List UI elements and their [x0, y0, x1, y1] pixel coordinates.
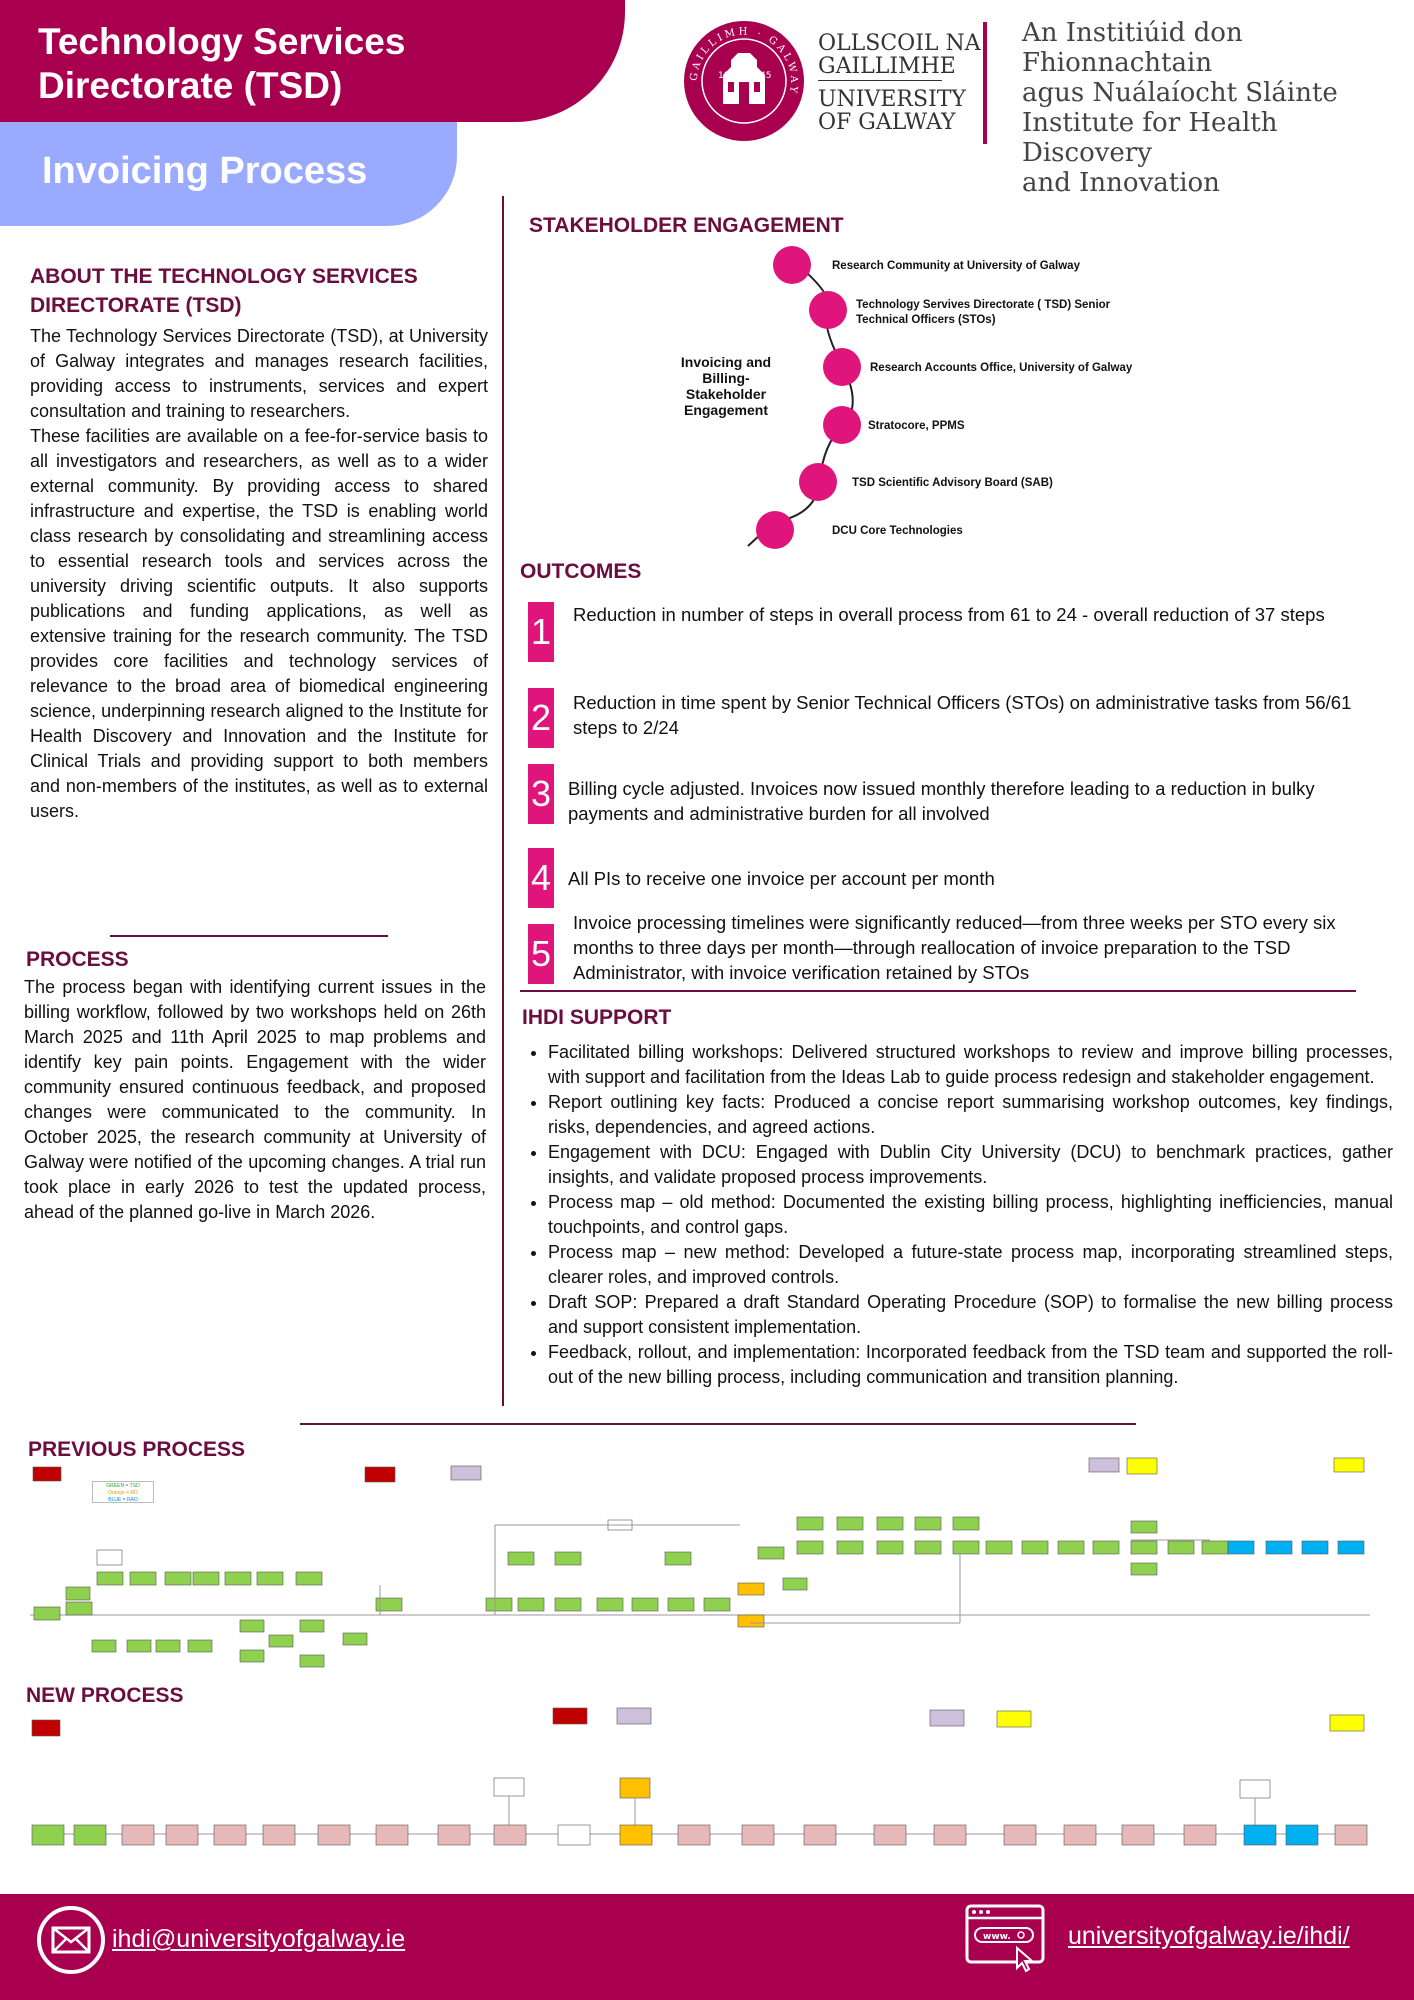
seal-text: GAILLIMH · GALWAY [688, 26, 800, 97]
process-step-tsd [486, 1598, 512, 1611]
previous-process-map [0, 1455, 1414, 1675]
outcomes-list [528, 600, 1382, 983]
logo-vertical-bar [983, 22, 987, 144]
process-step-tsd [915, 1517, 941, 1530]
university-name-english-2: OF GALWAY [818, 110, 956, 135]
process-step-tsd [188, 1640, 212, 1652]
process-step-new [166, 1825, 198, 1845]
process-step-tsd [915, 1541, 941, 1554]
support-list-wrap [522, 1040, 1393, 1390]
process-step-ro [620, 1778, 650, 1798]
process-marker [1089, 1458, 1119, 1472]
outcome-text-5: Invoice processing timelines were significantly reduced—from three weeks per STO every six months to three days per month—through reallocation of invoice preparation to the TSD Administrator, with invoice verification retained by STOs [573, 912, 1336, 983]
process-step-tsd [193, 1572, 219, 1585]
email-icon [36, 1905, 106, 1975]
outcomes-heading: OUTCOMES [520, 560, 642, 583]
process-step-tsd [877, 1541, 903, 1554]
outcome-text-3: Billing cycle adjusted. Invoices now issued monthly therefore leading to a reduction in bulky payments and administrative burden for all involved [568, 778, 1315, 824]
about-heading: ABOUT THE TECHNOLOGY SERVICES DIRECTORATE (TSD) [30, 265, 418, 317]
stakeholder-label-3: Research Accounts Office, University of Galway [870, 362, 1133, 374]
institute-name [1022, 18, 1414, 198]
support-item: • Report outlining key facts: Produced a concise report summarising workshop outcomes, key findings, risks, dependencies, and agreed actions. [548, 1090, 1393, 1140]
process-step [558, 1825, 590, 1845]
stakeholder-label-2-line2: Technical Officers (STOs) [856, 314, 996, 326]
process-step-new [438, 1825, 470, 1845]
outcome-text-4: All PIs to receive one invoice per account per month [568, 868, 995, 889]
process-step-tsd [986, 1541, 1012, 1554]
process-step-tsd [508, 1552, 534, 1565]
process-step-tsd [704, 1598, 730, 1611]
column-divider [502, 196, 504, 1406]
university-name-english-1: UNIVERSITY [818, 87, 966, 112]
support-divider [300, 1423, 1136, 1425]
process-marker [33, 1467, 61, 1481]
process-heading: PROCESS [26, 948, 129, 971]
process-step-new [1335, 1825, 1367, 1845]
support-item: • Draft SOP: Prepared a draft Standard Operating Procedure (SOP) to formalise the new billing process and support consistent implementation. [548, 1290, 1393, 1340]
stakeholder-node-5 [799, 463, 837, 501]
header-title-line1: Technology Services [38, 21, 406, 62]
about-paragraph-1: The Technology Services Directorate (TSD), at University of Galway integrates and manages research facilities, providing access to instruments, services and expert consultation and training to researchers. [30, 326, 488, 421]
process-marker [553, 1708, 587, 1724]
process-step-tsd [1168, 1541, 1194, 1554]
website-icon [965, 1904, 1045, 1974]
process-step-tsd [797, 1541, 823, 1554]
poster-subtitle: Invoicing Process [42, 150, 368, 192]
process-marker [365, 1467, 395, 1482]
about-text [30, 324, 488, 824]
university-name-irish-2: GAILLIMHE [818, 54, 956, 79]
seal-year-right: 45 [760, 71, 772, 81]
support-list [522, 1040, 1393, 1390]
email-link[interactable]: ihdi@universityofgalway.ie [112, 1925, 406, 1953]
process-step-new [742, 1825, 774, 1845]
university-name-irish [818, 32, 981, 78]
support-item: • Process map – old method: Documented the existing billing process, highlighting inefficiencies, manual touchpoints, and control gaps. [548, 1190, 1393, 1240]
process-step-tsd [837, 1517, 863, 1530]
stakeholder-center-label-2: Billing- [702, 370, 750, 386]
stakeholder-node-3 [823, 348, 861, 386]
stakeholder-center-label-4: Engagement [683, 402, 768, 418]
process-step-tsd [165, 1572, 191, 1585]
process-step [494, 1778, 524, 1796]
process-step-tsd [257, 1572, 283, 1585]
process-marker [32, 1720, 60, 1736]
support-item: • Process map – new method: Developed a future-state process map, incorporating streamlined steps, clearer roles, and improved controls. [548, 1240, 1393, 1290]
process-step-ro [620, 1825, 652, 1845]
process-text: The process began with identifying current issues in the billing workflow, followed by two workshops held on 26th March 2025 and 11th April 2025 to map problems and identify key pain points. Engagement with the wider community ensured continuous feedback, and proposed changes were communicated to the community. In October 2025, the research community at University of Galway were notified of the upcoming changes. A trial run took place in early 2026 to test the updated process, ahead of the planned go-live in March 2026. [24, 977, 486, 1222]
process-step-tsd [156, 1640, 180, 1652]
process-step-new [263, 1825, 295, 1845]
process-step-tsd [632, 1598, 658, 1611]
outcome-number-4: 4 [528, 848, 554, 908]
process-marker [1334, 1458, 1364, 1472]
process-step-tsd [269, 1635, 293, 1647]
process-step-tsd [74, 1825, 106, 1845]
process-step-tsd [555, 1552, 581, 1565]
process-step-rao [1228, 1541, 1254, 1554]
process-step [97, 1550, 122, 1565]
outcome-text-1: Reduction in number of steps in overall process from 61 to 24 - overall reduction of 37 steps [573, 604, 1325, 625]
process-step-tsd [783, 1578, 807, 1590]
header-title-line2: Directorate (TSD) [38, 65, 343, 106]
process-step-new [934, 1825, 966, 1845]
process-step-rao [1244, 1825, 1276, 1845]
process-step-tsd [837, 1541, 863, 1554]
process-step-new [494, 1825, 526, 1845]
new-process-map [0, 1700, 1414, 1860]
process-step-ro [738, 1615, 764, 1627]
stakeholder-node-2 [809, 291, 847, 329]
process-step-tsd [127, 1640, 151, 1652]
website-icon-label: www. [983, 1932, 1011, 1942]
process-marker [1127, 1458, 1157, 1474]
process-marker [1330, 1715, 1364, 1731]
about-paragraph-2: These facilities are available on a fee-for-service basis to all investigators and researchers, as well as to a wider external community. By providing access to shared infrastructure and expertise, the TSD is enabling world class research by consolidating and streamlining access to essential research tools and services across the university driving scientific outputs. It also supports publications and funding applications, as well as extensive training for the research community. The TSD provides core facilities and technology services of relevance to the broad area of biomedical engineering science, underpinning research aligned to the Institute for Health Discovery and Innovation and the Institute for Clinical Trials and providing support to both members and non-members of the institutes, as well as to external users. [30, 426, 488, 821]
process-step-tsd [953, 1517, 979, 1530]
process-step-new [214, 1825, 246, 1845]
process-step-tsd [1058, 1541, 1084, 1554]
process-step-tsd [555, 1598, 581, 1611]
process-step-tsd [797, 1517, 823, 1530]
process-step-new [318, 1825, 350, 1845]
institute-name-english-2: and Innovation [1022, 168, 1220, 198]
process-step-rao [1302, 1541, 1328, 1554]
process-step-tsd [1022, 1541, 1048, 1554]
process-step-new [1004, 1825, 1036, 1845]
process-step-rao [1286, 1825, 1318, 1845]
process-step-tsd [296, 1572, 322, 1585]
logo-divider [818, 80, 942, 81]
stakeholder-node-6 [756, 511, 794, 549]
stakeholder-label-2: Technology Servives Directorate ( TSD) Senior [856, 299, 1111, 311]
about-divider [110, 935, 388, 937]
process-step-ro [738, 1583, 764, 1595]
stakeholder-center-label-1: Invoicing and [680, 354, 772, 370]
process-marker [617, 1708, 651, 1724]
process-marker [997, 1711, 1031, 1727]
process-step-new [376, 1825, 408, 1845]
stakeholder-label-1: Research Community at University of Galway [832, 260, 1080, 272]
process-step-tsd [1131, 1563, 1157, 1575]
stakeholder-label-6: DCU Core Technologies [832, 525, 963, 537]
support-heading: IHDI SUPPORT [522, 1006, 672, 1029]
legend-orange: Orange = RO [108, 1490, 138, 1496]
website-link[interactable]: universityofgalway.ie/ihdi/ [1068, 1922, 1350, 1950]
process-step-new [874, 1825, 906, 1845]
previous-process-heading: PREVIOUS PROCESS [28, 1438, 246, 1461]
process-marker [451, 1466, 481, 1480]
process-step-tsd [300, 1620, 324, 1632]
process-step-tsd [1093, 1541, 1119, 1554]
process-step-tsd [1131, 1521, 1157, 1533]
stakeholder-arc-diagram [740, 240, 1160, 550]
process-step-tsd [1131, 1541, 1157, 1554]
outcome-text-2: Reduction in time spent by Senior Technical Officers (STOs) on administrative tasks from 56/61 steps to 2/24 [573, 692, 1352, 738]
process-step-tsd [953, 1541, 979, 1554]
process-step-tsd [665, 1552, 691, 1565]
university-name-irish-1: OLLSCOIL NA [818, 31, 981, 56]
support-item: • Engagement with DCU: Engaged with Dublin City University (DCU) to benchmark practices, gather insights, and validate proposed process improvements. [548, 1140, 1393, 1190]
outcome-number-2: 2 [528, 688, 554, 748]
process-step-rao [1266, 1541, 1292, 1554]
process-step-tsd [66, 1602, 92, 1615]
stakeholder-heading: STAKEHOLDER ENGAGEMENT [529, 214, 844, 237]
process-step-tsd [97, 1572, 123, 1585]
university-seal-logo [683, 20, 805, 142]
stakeholder-center-label-3: Stakeholder [685, 386, 767, 402]
process-step-tsd [130, 1572, 156, 1585]
process-step-tsd [300, 1655, 324, 1667]
process-step-new [122, 1825, 154, 1845]
outcome-number-3: 3 [528, 764, 554, 824]
process-step-tsd [225, 1572, 251, 1585]
seal-year-left: 18 [718, 71, 730, 81]
process-step-new [1122, 1825, 1154, 1845]
process-step-rao [1338, 1541, 1364, 1554]
outcome-number-1: 1 [528, 602, 554, 662]
process-marker [930, 1710, 964, 1726]
university-name-english [818, 88, 966, 134]
process-step-new [1064, 1825, 1096, 1845]
process-step-tsd [758, 1547, 784, 1559]
institute-name-irish-2: agus Nuálaíocht Sláinte [1022, 78, 1338, 108]
institute-name-english-1: Institute for Health Discovery [1022, 108, 1278, 168]
stakeholder-node-1 [773, 246, 811, 284]
stakeholder-label-4: Stratocore, PPMS [868, 420, 965, 432]
process-step-tsd [877, 1517, 903, 1530]
process-step-new [678, 1825, 710, 1845]
process-step-tsd [240, 1620, 264, 1632]
new-process-heading: NEW PROCESS [26, 1684, 184, 1707]
process-step-tsd [66, 1587, 90, 1600]
process-step-tsd [1202, 1541, 1228, 1554]
header-title [38, 20, 405, 108]
process-step-tsd [668, 1598, 694, 1611]
process-step-new [1184, 1825, 1216, 1845]
outcomes-divider [520, 990, 1356, 992]
support-item: • Feedback, rollout, and implementation: Incorporated feedback from the TSD team and supported the roll-out of the new billing process, including communication and transition planning. [548, 1340, 1393, 1390]
legend-green: GREEN = TSD [106, 1483, 140, 1489]
institute-name-irish-1: An Institiúid don Fhionnachtain [1022, 18, 1243, 78]
process-step-tsd [92, 1640, 116, 1652]
process-step [1240, 1780, 1270, 1798]
stakeholder-node-4 [823, 406, 861, 444]
stakeholder-label-5: TSD Scientific Advisory Board (SAB) [852, 477, 1053, 489]
process-step-tsd [32, 1825, 64, 1845]
process-step-tsd [597, 1598, 623, 1611]
support-item: • Facilitated billing workshops: Delivered structured workshops to review and improve billing processes, with support and facilitation from the Ideas Lab to guide process redesign and stakeholder engagement. [548, 1040, 1393, 1090]
process-step-tsd [34, 1607, 60, 1620]
outcome-number-5: 5 [528, 924, 554, 984]
process-step-tsd [240, 1650, 264, 1662]
process-step-tsd [343, 1633, 367, 1645]
legend-blue: BLUE = RAO [108, 1497, 138, 1503]
process-step-new [804, 1825, 836, 1845]
process-step-tsd [518, 1598, 544, 1611]
